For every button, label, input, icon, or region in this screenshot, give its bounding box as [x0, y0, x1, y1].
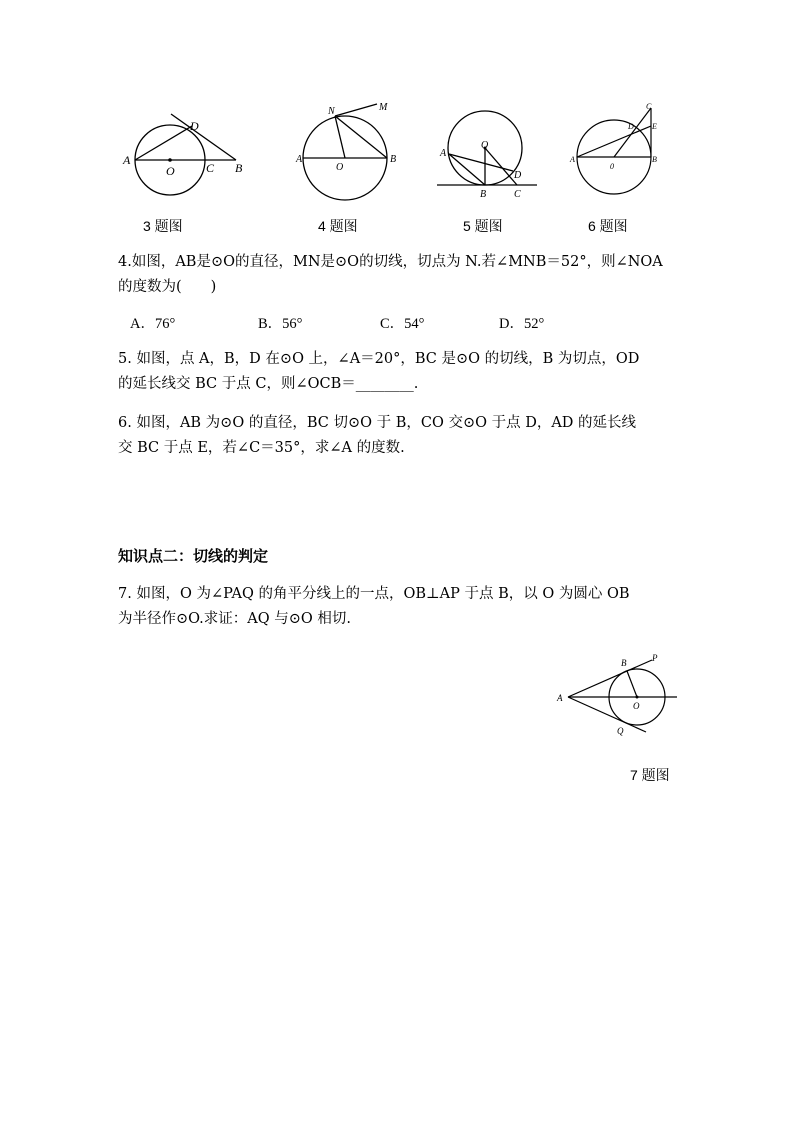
- center-dot: [168, 158, 172, 162]
- caption-figure-7: 7 题图: [630, 767, 670, 783]
- label-b: B: [480, 189, 487, 200]
- figure-3: [118, 108, 258, 183]
- question-7-line-1: 7. 如图，O 为∠PAQ 的角平分线上的一点，OB⊥AP 于点 B，以 O 为圆心 OB: [118, 586, 630, 602]
- chord-ad: [135, 126, 192, 160]
- line-oc: [614, 108, 651, 157]
- caption-figure-6: 6 题图: [588, 218, 628, 234]
- question-4-line-2: 的度数为( ): [118, 279, 217, 295]
- label-d: D: [628, 122, 634, 131]
- question-5-line-2: 的延长线交 BC 于点 C，则∠OCB＝________.: [118, 376, 419, 392]
- label-o: 0: [610, 162, 614, 171]
- label-d: D: [190, 119, 199, 133]
- label-b: B: [390, 154, 397, 165]
- tangent-nm: [335, 104, 377, 116]
- section-heading: 知识点二：切线的判定: [118, 547, 269, 565]
- label-d: D: [514, 170, 522, 181]
- label-o: O: [481, 140, 489, 151]
- label-a: A: [570, 155, 575, 164]
- radius-ob: [627, 671, 637, 697]
- question-6-line-2: 交 BC 于点 E，若∠C＝35°，求∠A 的度数.: [118, 440, 405, 456]
- choice-b: B．56°: [258, 316, 303, 332]
- choice-c: C．54°: [380, 316, 425, 332]
- choice-a: A．76°: [130, 316, 176, 332]
- figure-7: [555, 652, 680, 742]
- question-4-line-1: 4.如图，AB是⊙O的直径，MN是⊙O的切线，切点为 N.若∠MNB＝52°，则∠NOA: [118, 254, 663, 270]
- label-c: C: [514, 189, 521, 200]
- label-c: C: [646, 102, 652, 111]
- question-6-line-1: 6. 如图，AB 为⊙O 的直径，BC 切⊙O 于 B，CO 交⊙O 于点 D，AD 的延长线: [118, 415, 637, 431]
- figure-4-diagram: [295, 100, 405, 200]
- label-a: A: [557, 693, 563, 703]
- label-n: N: [328, 106, 335, 117]
- figure-7-diagram: [555, 652, 680, 742]
- label-a: A: [440, 148, 447, 159]
- label-p: P: [652, 653, 658, 663]
- question-5: [118, 347, 678, 397]
- label-o: O: [633, 701, 640, 711]
- label-e: E: [652, 122, 657, 131]
- figure-5-diagram: [435, 108, 545, 203]
- figure-4: [295, 100, 405, 200]
- figure-5: [435, 108, 545, 203]
- center-dot: [636, 696, 639, 699]
- caption-figure-4: 4 题图: [318, 218, 358, 234]
- label-b: B: [652, 155, 657, 164]
- question-5-line-1: 5. 如图，点 A，B，D 在⊙O 上，∠A＝20°，BC 是⊙O 的切线，B 为切点，OD: [118, 351, 640, 367]
- question-7: [118, 582, 678, 632]
- label-b: B: [235, 161, 243, 175]
- label-c: C: [206, 161, 215, 175]
- chord-nb: [335, 116, 387, 158]
- line-oc: [485, 148, 517, 185]
- label-b: B: [621, 658, 627, 668]
- figure-3-diagram: [118, 108, 258, 183]
- tangent-line-bd: [171, 114, 236, 160]
- label-o: O: [336, 162, 344, 173]
- question-7-line-2: 为半径作⊙O.求证：AQ 与⊙O 相切.: [118, 611, 352, 627]
- caption-figure-3: 3 题图: [143, 218, 183, 234]
- choice-d: D．52°: [499, 316, 545, 332]
- caption-figure-5: 5 题图: [463, 218, 503, 234]
- label-a: A: [296, 154, 303, 165]
- question-6: [118, 411, 678, 461]
- label-a: A: [123, 153, 131, 167]
- label-q: Q: [617, 726, 624, 736]
- figure-6: [570, 100, 665, 200]
- figure-6-diagram: [570, 100, 665, 200]
- question-4: [118, 250, 678, 300]
- label-o: O: [166, 164, 175, 178]
- label-m: M: [379, 102, 388, 113]
